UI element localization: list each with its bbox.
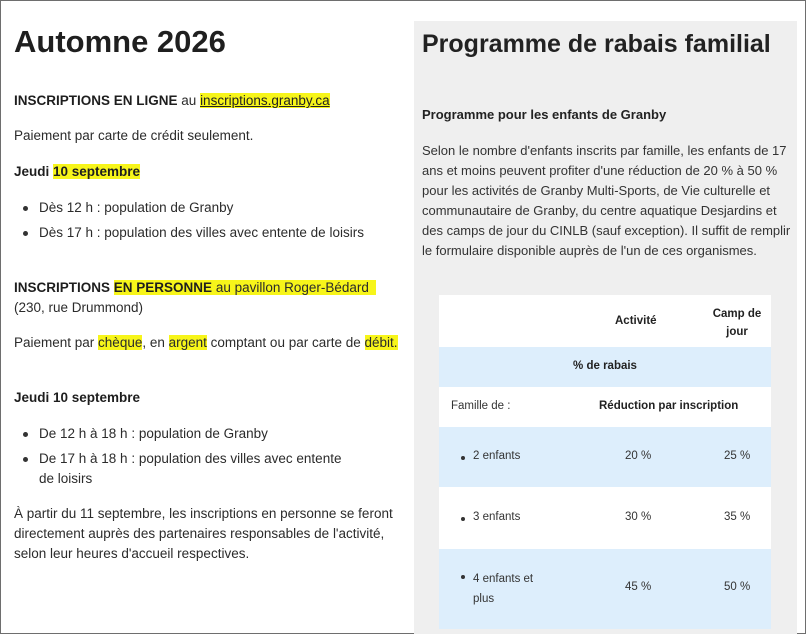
table-row: [439, 487, 771, 549]
row-activite: 30 %: [625, 511, 652, 523]
pay-text-2: , en: [142, 335, 169, 350]
table-famille-row: [439, 387, 771, 427]
online-payment-text: Paiement par carte de crédit seulement.: [14, 128, 254, 143]
online-date-highlight: 10 septembre: [53, 164, 141, 179]
table-row: [439, 427, 771, 487]
online-date-prefix: Jeudi: [14, 164, 54, 179]
online-date: [14, 162, 140, 182]
online-label: INSCRIPTIONS EN LIGNE: [14, 93, 178, 108]
inperson-payment-text: [14, 333, 400, 353]
col-camp-header: Camp de jour: [712, 308, 762, 338]
pay-text-3: comptant ou par carte de: [206, 335, 365, 350]
list-item: De 12 h à 18 h : population de Granby: [14, 424, 359, 444]
row-camp: 35 %: [724, 511, 751, 523]
pay-text-1: Paiement par: [14, 335, 99, 350]
reduction-label: Réduction par inscription: [599, 400, 739, 412]
panel-subtitle: Programme pour les enfants de Granby: [422, 107, 667, 122]
page-title: Automne 2026: [14, 24, 226, 59]
inperson-label-a: INSCRIPTIONS: [14, 280, 111, 295]
rabais-label: % de rabais: [573, 360, 637, 372]
panel-description: Selon le nombre d'enfants inscrits par famille, les enfants de 17 ans et moins peuvent profiter d'une réduction de 20 % à 50 % pour les activités de Granby Multi-Sports, de Vie culturelle et communautaire de Granby, du centre aquatique Desjardins et des camps de jour du CINLB (sauf exception). Il suffit de remplir le formulaire disponible auprès de l'un de ces organismes.: [422, 143, 791, 258]
discount-table: [439, 295, 771, 629]
row-label: 3 enfants: [461, 511, 520, 523]
inperson-date-text: Jeudi 10 septembre: [14, 390, 141, 405]
list-item: De 17 h à 18 h : population des villes avec entente de loisirs: [14, 449, 359, 489]
row-activite: 45 %: [625, 581, 652, 593]
row-label: 2 enfants: [461, 450, 520, 462]
list-item: Dès 17 h : population des villes avec entente de loisirs: [14, 223, 400, 243]
pay-debit: débit.: [364, 335, 398, 350]
table-row: [439, 549, 771, 629]
registration-link[interactable]: inscriptions.granby.ca: [200, 93, 330, 108]
online-registration-line: [14, 91, 330, 111]
inperson-registration-line: [14, 278, 376, 298]
inperson-location: au pavillon Roger-Bédard: [212, 280, 369, 295]
row-camp: 50 %: [724, 581, 751, 593]
discount-panel: [414, 21, 797, 634]
row-activite: 20 %: [625, 450, 652, 462]
inperson-note: À partir du 11 septembre, les inscriptions en personne se feront directement auprès des partenaires responsables de l'activité, selon leur heures d'accueil respectives.: [14, 506, 393, 561]
inperson-date: [14, 388, 140, 408]
famille-label: Famille de :: [451, 400, 511, 412]
row-label: 4 enfants et plus: [461, 569, 553, 609]
pay-cheque: chèque: [98, 335, 143, 350]
inperson-address: (230, rue Drummond): [14, 300, 144, 315]
inperson-schedule-list: [14, 424, 359, 489]
inperson-label-b: EN PERSONNE: [113, 280, 213, 295]
list-item: Dès 12 h : population de Granby: [14, 198, 400, 218]
panel-title: Programme de rabais familial: [422, 30, 771, 58]
table-header-row: [439, 295, 771, 347]
col-activite-header: Activité: [615, 315, 657, 327]
table-rabais-row: [439, 347, 771, 387]
online-schedule-list: [14, 198, 400, 243]
row-camp: 25 %: [724, 450, 751, 462]
online-connector: au: [177, 93, 201, 108]
pay-argent: argent: [168, 335, 207, 350]
